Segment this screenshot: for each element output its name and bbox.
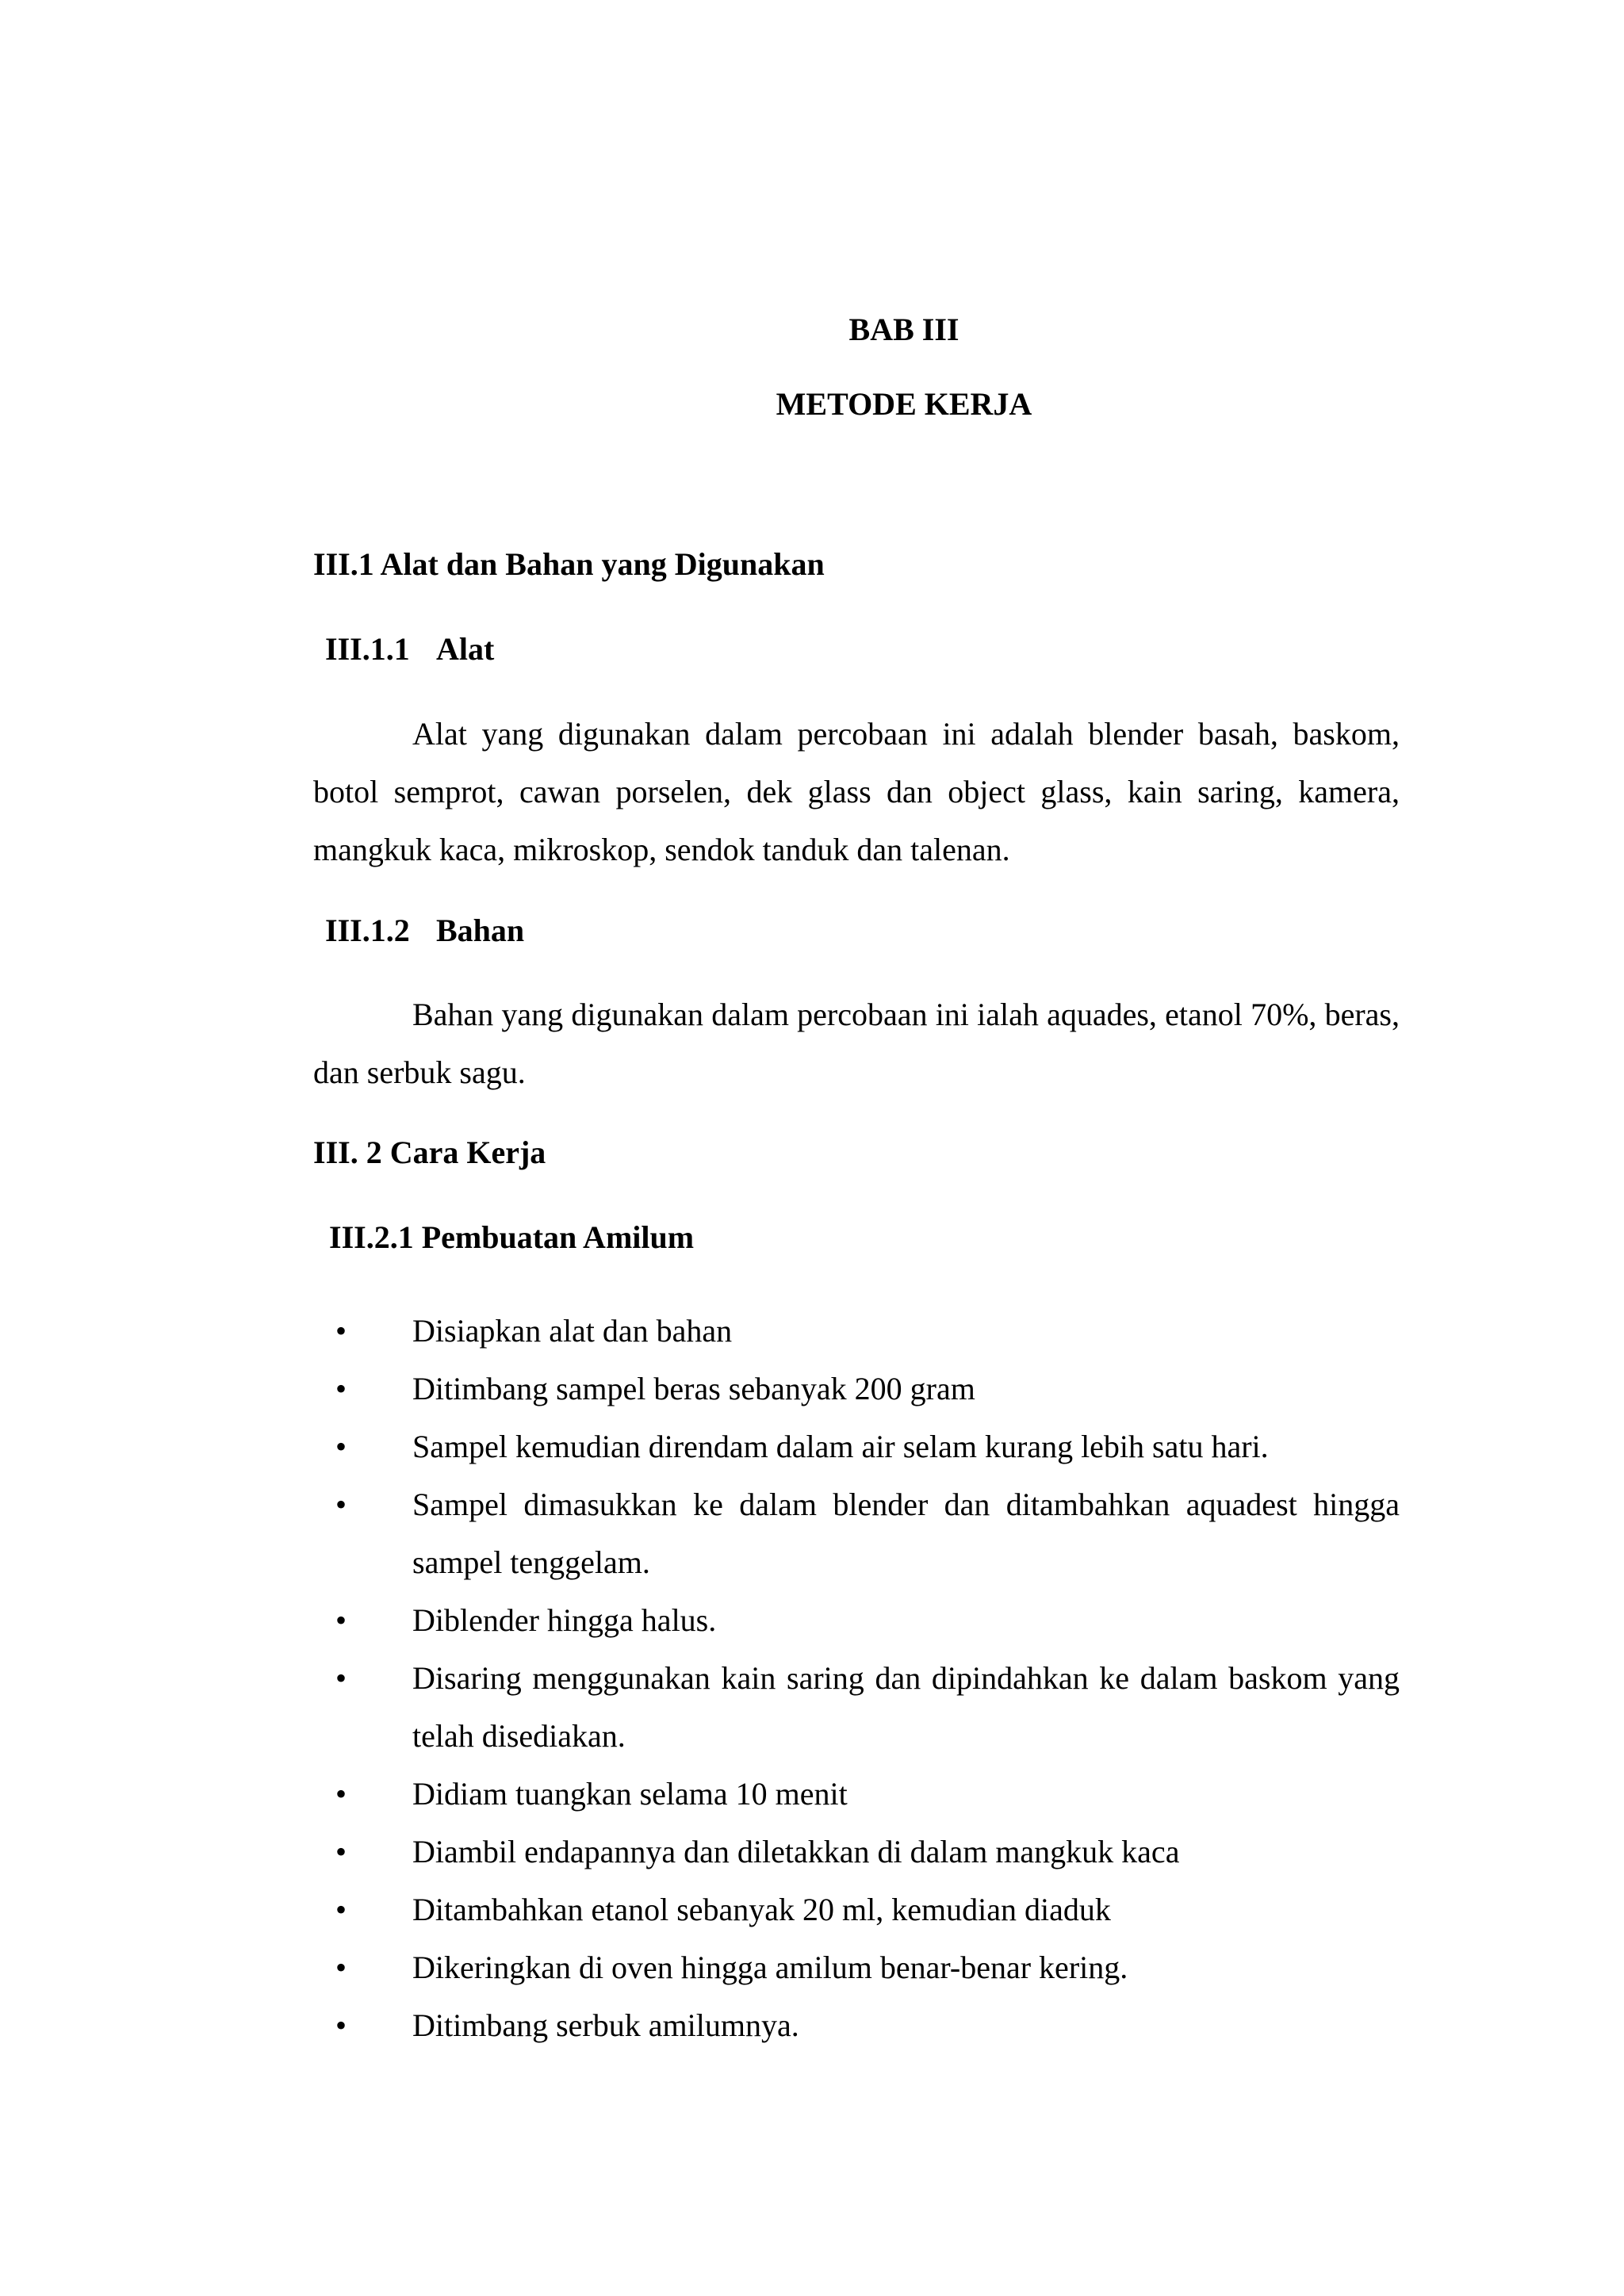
bullet-icon: • bbox=[335, 1371, 347, 1406]
step-text: Disiapkan alat dan bahan bbox=[412, 1313, 733, 1349]
step-text: Disaring menggunakan kain saring dan dipindahkan ke dalam baskom yang telah disediakan. bbox=[412, 1660, 1400, 1754]
bullet-icon: • bbox=[335, 1429, 347, 1464]
list-item bbox=[313, 1823, 1400, 1881]
list-item bbox=[313, 1996, 1400, 2054]
bullet-icon: • bbox=[335, 1313, 347, 1349]
step-text: Ditimbang sampel beras sebanyak 200 gram bbox=[412, 1371, 975, 1406]
step-text: Sampel dimasukkan ke dalam blender dan ditambahkan aquadest hingga sampel tenggelam. bbox=[412, 1487, 1400, 1580]
list-item bbox=[313, 1881, 1400, 1938]
list-item bbox=[313, 1765, 1400, 1823]
bullet-icon: • bbox=[335, 1602, 347, 1638]
subsection-number: III.1.2 bbox=[325, 913, 410, 948]
procedure-steps-list bbox=[313, 1302, 1400, 2054]
bullet-icon: • bbox=[335, 1660, 347, 1696]
step-text: Sampel kemudian direndam dalam air selam kurang lebih satu hari. bbox=[412, 1429, 1269, 1464]
list-item bbox=[313, 1591, 1400, 1649]
section-heading-cara-kerja: III. 2 Cara Kerja bbox=[313, 1135, 546, 1170]
subsection-title: Alat bbox=[436, 631, 495, 667]
step-text: Diblender hingga halus. bbox=[412, 1602, 717, 1638]
chapter-label: BAB III bbox=[848, 312, 959, 347]
step-text: Dikeringkan di oven hingga amilum benar-benar kering. bbox=[412, 1950, 1128, 1985]
subsection-number: III.1.1 bbox=[325, 631, 410, 667]
subsection-heading-pembuatan-amilum: III.2.1 Pembuatan Amilum bbox=[329, 1219, 695, 1255]
bullet-icon: • bbox=[335, 1834, 347, 1869]
list-item bbox=[313, 1649, 1400, 1765]
paragraph-alat: Alat yang digunakan dalam percobaan ini adalah blender basah, baskom, botol semprot, cawan porselen, dek glass dan object glass, kain saring, kamera, mangkuk kaca, mikroskop, sendok tanduk dan talenan. bbox=[313, 716, 1400, 867]
list-item bbox=[313, 1938, 1400, 1996]
bullet-icon: • bbox=[335, 1892, 347, 1927]
list-item bbox=[313, 1360, 1400, 1418]
chapter-title: METODE KERJA bbox=[776, 386, 1032, 422]
subsection-title: Bahan bbox=[436, 913, 525, 948]
bullet-icon: • bbox=[335, 1487, 347, 1522]
bullet-icon: • bbox=[335, 1776, 347, 1812]
paragraph-bahan: Bahan yang digunakan dalam percobaan ini ialah aquades, etanol 70%, beras, dan serbuk sagu. bbox=[313, 997, 1400, 1090]
step-text: Didiam tuangkan selama 10 menit bbox=[412, 1776, 848, 1812]
step-text: Ditambahkan etanol sebanyak 20 ml, kemudian diaduk bbox=[412, 1892, 1111, 1927]
subsection-heading-bahan bbox=[325, 912, 524, 950]
bullet-icon: • bbox=[335, 1950, 347, 1985]
list-item bbox=[313, 1302, 1400, 1360]
section-heading-alat-bahan: III.1 Alat dan Bahan yang Digunakan bbox=[313, 546, 825, 582]
list-item bbox=[313, 1475, 1400, 1591]
bullet-icon: • bbox=[335, 2007, 347, 2043]
step-text: Ditimbang serbuk amilumnya. bbox=[412, 2007, 799, 2043]
step-text: Diambil endapannya dan diletakkan di dalam mangkuk kaca bbox=[412, 1834, 1180, 1869]
list-item bbox=[313, 1418, 1400, 1475]
subsection-heading-alat bbox=[325, 630, 494, 668]
